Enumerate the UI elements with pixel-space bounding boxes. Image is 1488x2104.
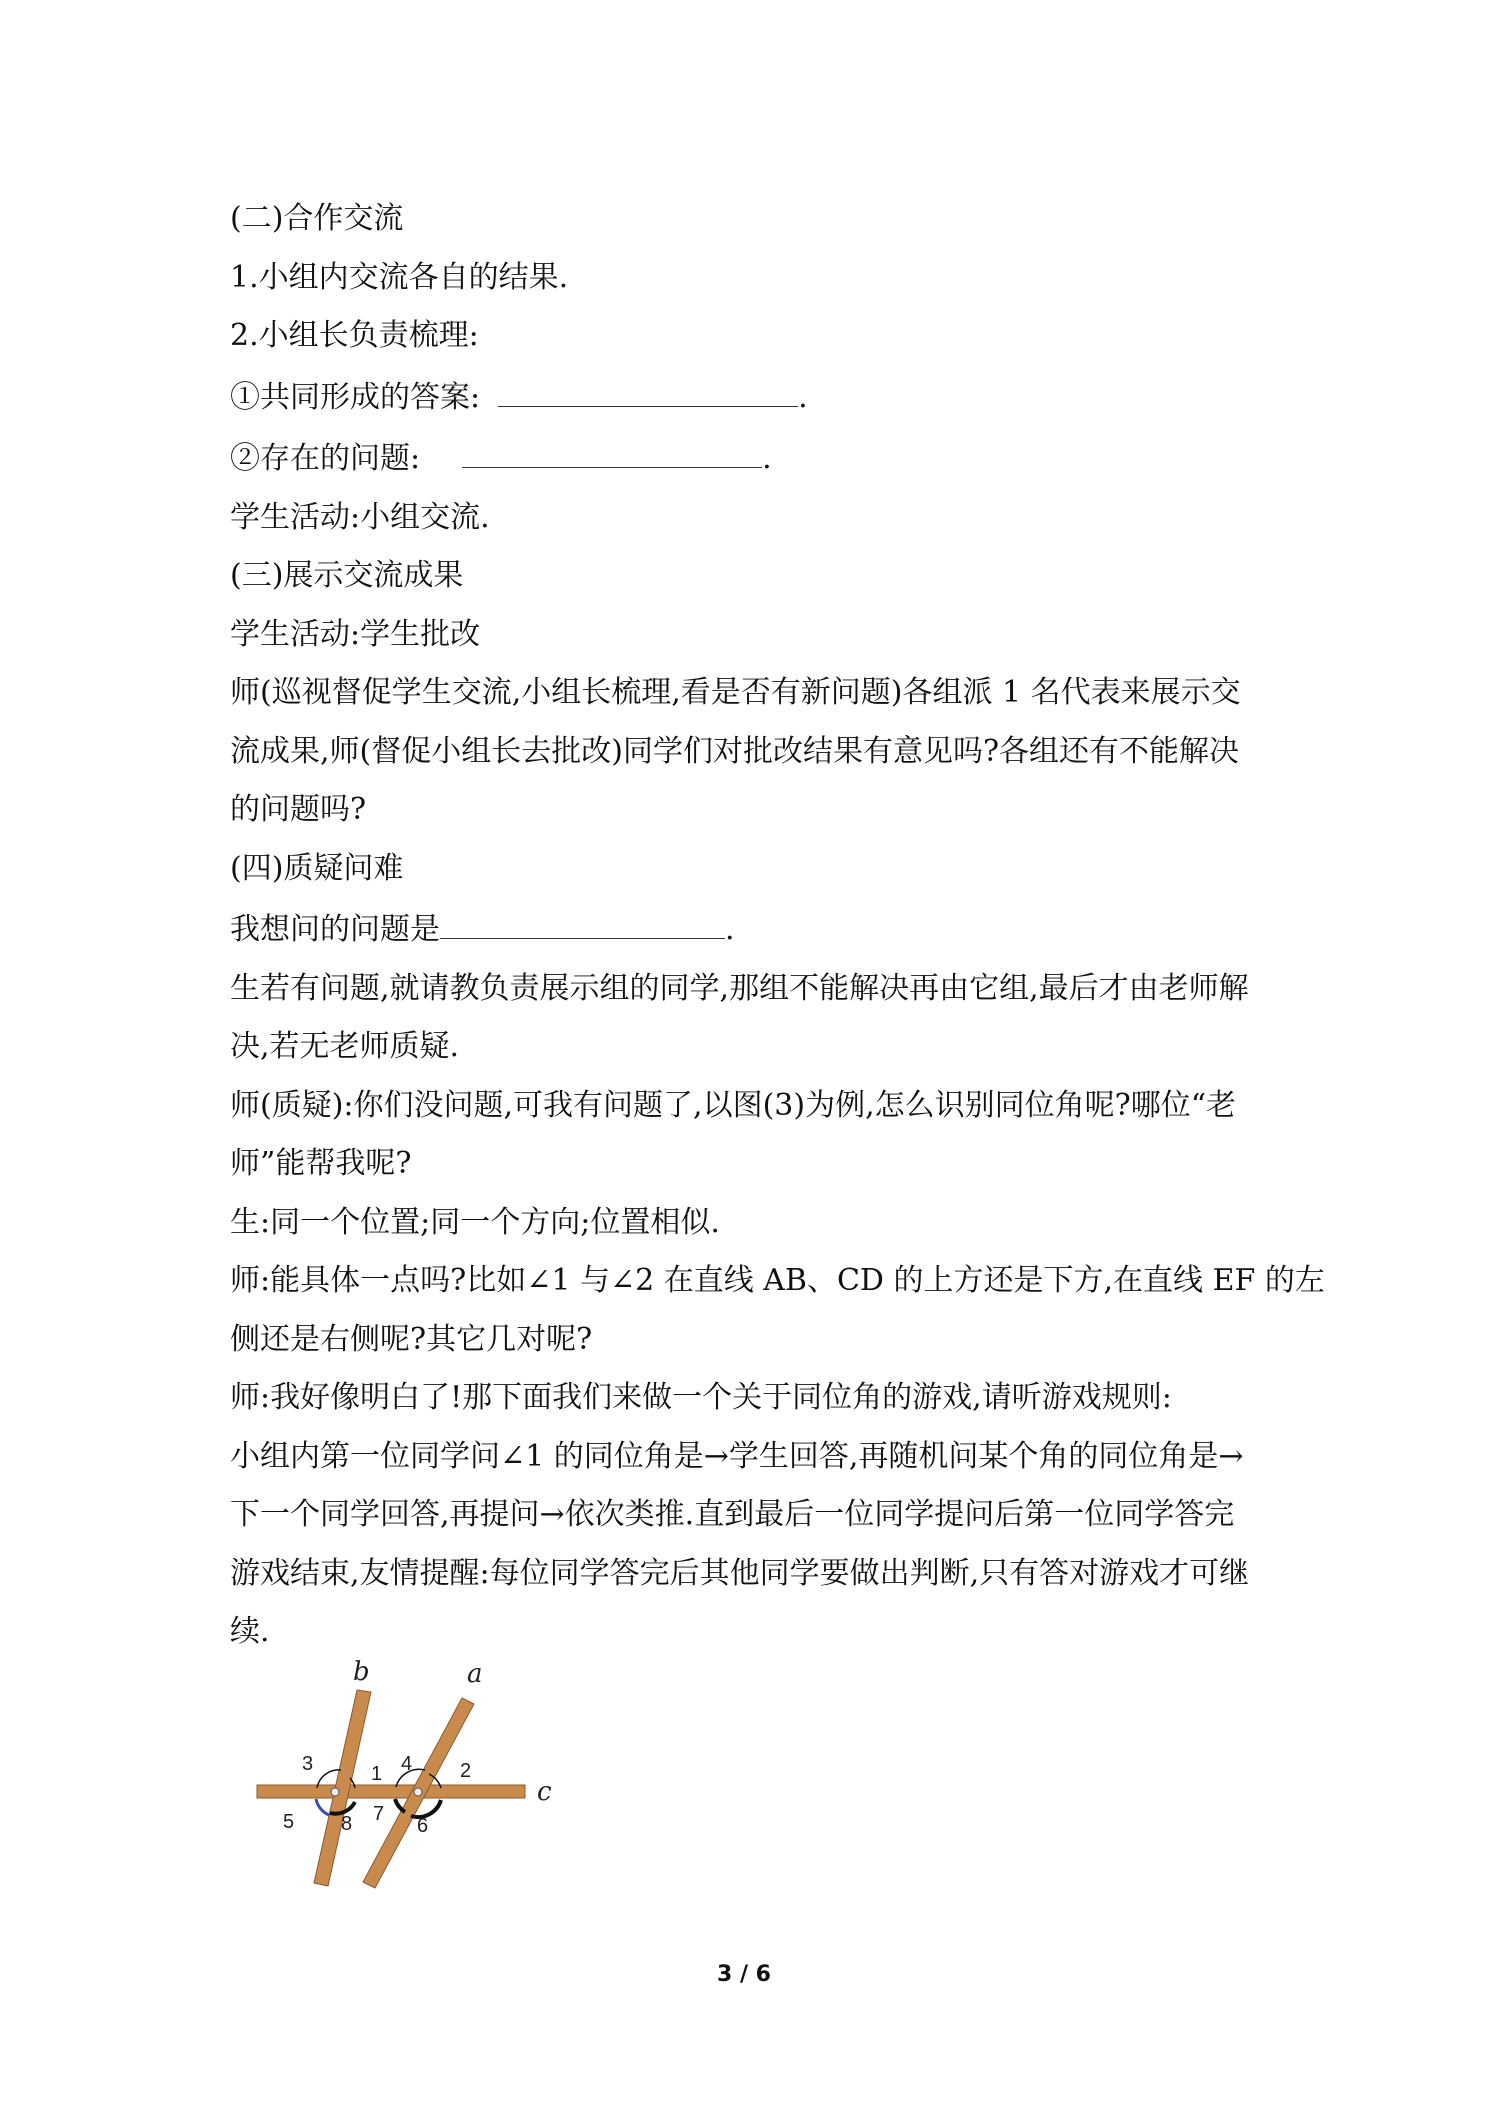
angle-label-3: 3 xyxy=(302,1753,314,1775)
angle-label-4: 4 xyxy=(401,1753,413,1775)
blank-period: . xyxy=(762,441,772,476)
fill-label: ①共同形成的答案: xyxy=(230,379,481,415)
answer-blank xyxy=(462,427,762,468)
paragraph: 侧还是右侧呢?其它几对呢? xyxy=(230,1321,593,1357)
section-heading: (三)展示交流成果 xyxy=(230,558,464,593)
angle-label-7: 7 xyxy=(373,1803,385,1825)
paragraph: 续. xyxy=(230,1614,270,1649)
line-label-a: a xyxy=(467,1659,483,1689)
paragraph: 学生活动:小组交流. xyxy=(230,499,490,535)
pivot-dot xyxy=(331,1788,339,1796)
paragraph: 师:我好像明白了!那下面我们来做一个关于同位角的游戏,请听游戏规则: xyxy=(230,1380,1172,1415)
fill-label: ②存在的问题: xyxy=(230,441,421,476)
page-number: 3 / 6 xyxy=(717,1962,771,1987)
paragraph: 师:能具体一点吗?比如∠1 与∠2 在直线 AB、CD 的上方还是下方,在直线 EF 的左 xyxy=(230,1263,1325,1298)
document-body xyxy=(230,190,1325,1662)
paragraph: 小组内第一位同学问∠1 的同位角是→学生回答,再随机问某个角的同位角是→ xyxy=(230,1438,1244,1474)
angle-label-2: 2 xyxy=(460,1760,472,1782)
paragraph: 下一个同学回答,再提问→依次类推.直到最后一位同学提问后第一位同学答完 xyxy=(230,1497,1235,1532)
line-label-b: b xyxy=(353,1657,370,1687)
paragraph: 游戏结束,友情提醒:每位同学答完后其他同学要做出判断,只有答对游戏才可继 xyxy=(230,1555,1250,1591)
angle-label-6: 6 xyxy=(417,1815,429,1837)
paragraph: 师(巡视督促学生交流,小组长梳理,看是否有新问题)各组派 1 名代表来展示交 xyxy=(230,675,1241,710)
paragraph: 流成果,师(督促小组长去批改)同学们对批改结果有意见吗?各组还有不能解决 xyxy=(230,733,1240,769)
paragraph: 生若有问题,就请教负责展示组的同学,那组不能解决再由它组,最后才由老师解 xyxy=(230,970,1249,1006)
fill-line-question xyxy=(230,898,1270,960)
fill-line-answer xyxy=(230,366,1270,428)
angle-label-8: 8 xyxy=(341,1813,353,1835)
fill-label: 我想问的问题是 xyxy=(230,912,440,947)
paragraph: 学生活动:学生批改 xyxy=(230,616,481,652)
paragraph: 决,若无老师质疑. xyxy=(230,1029,460,1064)
answer-blank xyxy=(498,366,798,407)
fill-line-problem xyxy=(230,427,1270,489)
paragraph: 师”能帮我呢? xyxy=(230,1146,412,1181)
paragraph: 生:同一个位置;同一个方向;位置相似. xyxy=(230,1204,720,1240)
paragraph: 2.小组长负责梳理: xyxy=(230,318,479,353)
stick-c xyxy=(257,1785,525,1798)
pivot-dot xyxy=(414,1788,422,1796)
arc-7 xyxy=(395,1799,405,1812)
paragraph: 师(质疑):你们没问题,可我有问题了,以图(3)为例,怎么识别同位角呢?哪位“老 xyxy=(230,1087,1237,1123)
paragraph: 的问题吗? xyxy=(230,792,367,827)
angle-figure xyxy=(255,1650,575,1910)
blank-period: . xyxy=(798,379,808,415)
line-label-c: c xyxy=(537,1777,552,1807)
section-heading: (二)合作交流 xyxy=(230,201,404,236)
paragraph: 1.小组内交流各自的结果. xyxy=(230,259,569,295)
arc-5 xyxy=(316,1799,329,1815)
angle-label-5: 5 xyxy=(283,1811,295,1833)
angle-label-1: 1 xyxy=(371,1763,383,1785)
blank-period: . xyxy=(725,912,735,947)
section-heading: (四)质疑问难 xyxy=(230,850,404,886)
answer-blank xyxy=(440,898,725,939)
